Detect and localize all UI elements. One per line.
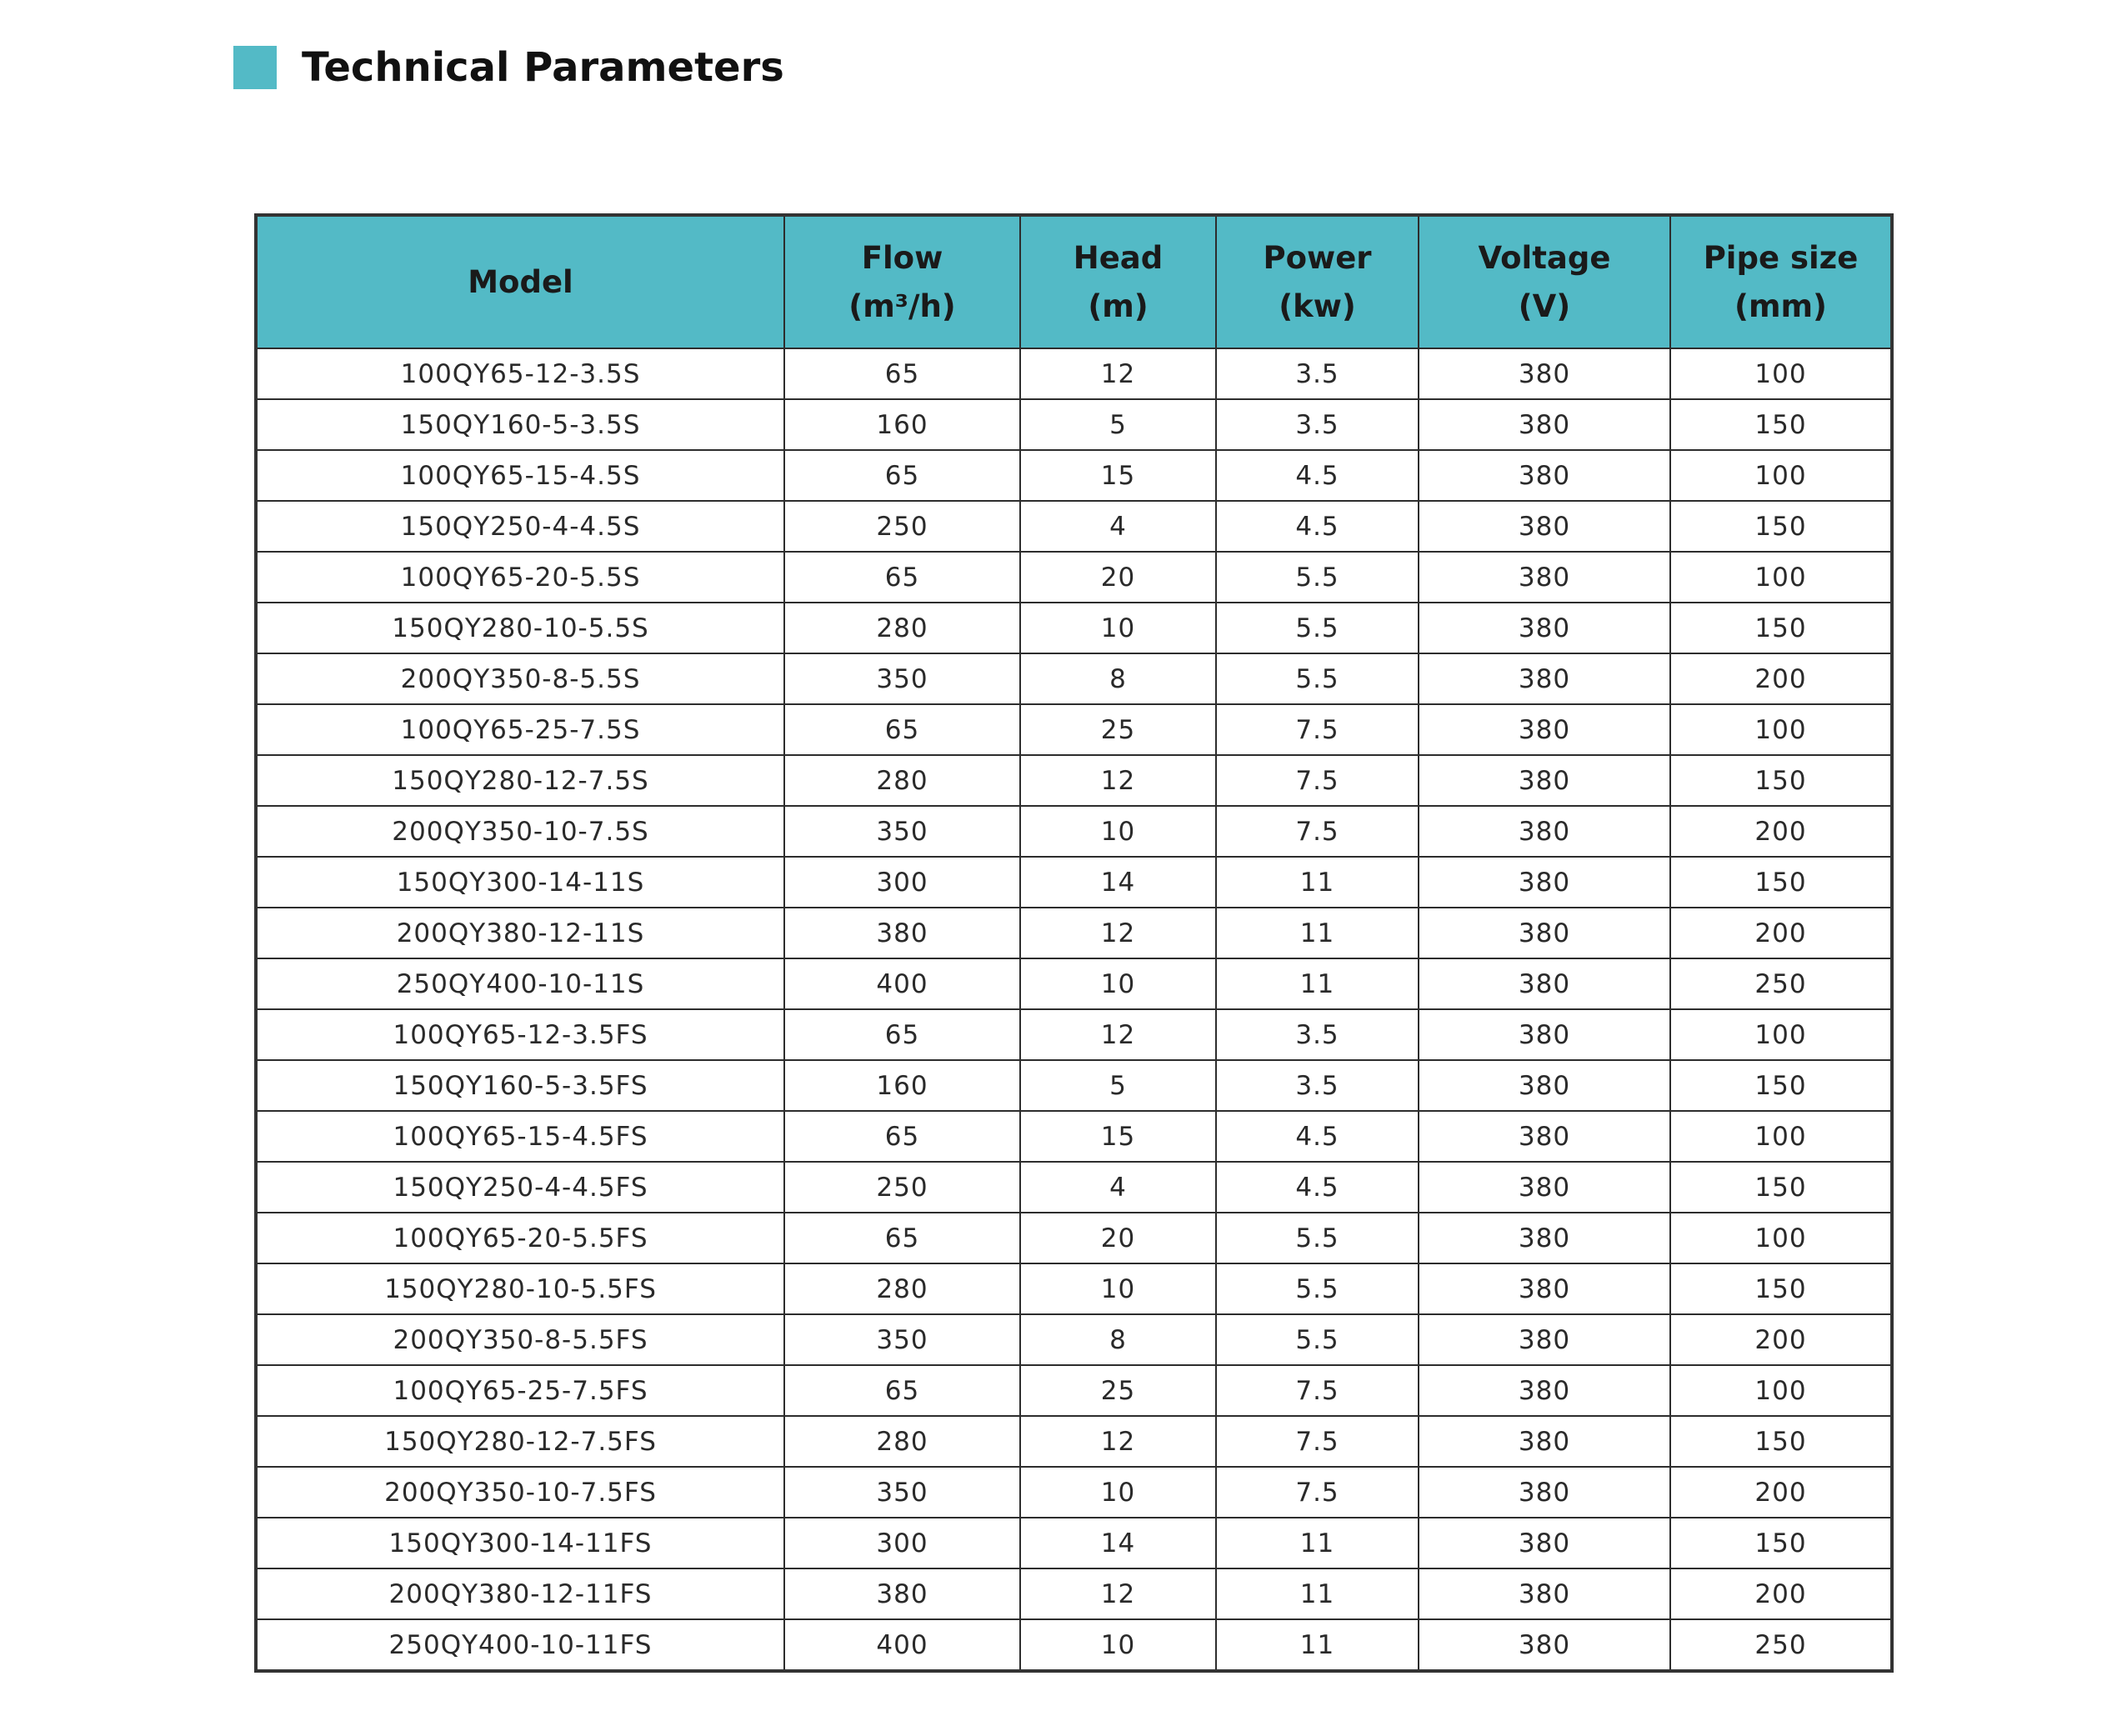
- cell-flow: 350: [784, 1314, 1020, 1365]
- cell-pipe-size: 100: [1670, 1009, 1892, 1060]
- cell-power: 11: [1216, 1518, 1419, 1568]
- cell-pipe-size: 150: [1670, 1162, 1892, 1213]
- cell-voltage: 380: [1419, 1314, 1670, 1365]
- table-row: [256, 1009, 1892, 1060]
- cell-flow: 380: [784, 908, 1020, 958]
- cell-voltage: 380: [1419, 348, 1670, 399]
- cell-pipe-size: 150: [1670, 755, 1892, 806]
- table-row: [256, 399, 1892, 450]
- table-row: [256, 1263, 1892, 1314]
- table-row: [256, 704, 1892, 755]
- cell-voltage: 380: [1419, 1365, 1670, 1416]
- cell-flow: 250: [784, 1162, 1020, 1213]
- cell-model: 100QY65-12-3.5S: [256, 348, 784, 399]
- cell-model: 150QY280-12-7.5FS: [256, 1416, 784, 1467]
- cell-pipe-size: 150: [1670, 1263, 1892, 1314]
- cell-model: 200QY380-12-11FS: [256, 1568, 784, 1619]
- table-row: [256, 501, 1892, 552]
- cell-model: 100QY65-15-4.5S: [256, 450, 784, 501]
- cell-head: 12: [1020, 348, 1216, 399]
- cell-head: 10: [1020, 603, 1216, 653]
- cell-model: 150QY250-4-4.5FS: [256, 1162, 784, 1213]
- cell-pipe-size: 250: [1670, 958, 1892, 1009]
- cell-power: 3.5: [1216, 348, 1419, 399]
- cell-power: 5.5: [1216, 1213, 1419, 1263]
- cell-voltage: 380: [1419, 603, 1670, 653]
- cell-pipe-size: 150: [1670, 603, 1892, 653]
- cell-model: 250QY400-10-11FS: [256, 1619, 784, 1671]
- cell-voltage: 380: [1419, 653, 1670, 704]
- cell-pipe-size: 150: [1670, 1518, 1892, 1568]
- cell-voltage: 380: [1419, 1518, 1670, 1568]
- cell-model: 200QY350-10-7.5S: [256, 806, 784, 857]
- cell-flow: 250: [784, 501, 1020, 552]
- table-row: [256, 1619, 1892, 1671]
- cell-pipe-size: 200: [1670, 1568, 1892, 1619]
- table-row: [256, 806, 1892, 857]
- cell-head: 14: [1020, 1518, 1216, 1568]
- cell-voltage: 380: [1419, 755, 1670, 806]
- header-voltage: [1419, 215, 1670, 348]
- table-row: [256, 603, 1892, 653]
- table-row: [256, 958, 1892, 1009]
- cell-power: 3.5: [1216, 399, 1419, 450]
- cell-pipe-size: 100: [1670, 1213, 1892, 1263]
- cell-model: 150QY300-14-11FS: [256, 1518, 784, 1568]
- cell-head: 10: [1020, 1263, 1216, 1314]
- table-row: [256, 450, 1892, 501]
- cell-power: 5.5: [1216, 1314, 1419, 1365]
- cell-flow: 280: [784, 1416, 1020, 1467]
- page-title: Technical Parameters: [302, 44, 784, 91]
- cell-voltage: 380: [1419, 450, 1670, 501]
- cell-flow: 65: [784, 1365, 1020, 1416]
- cell-voltage: 380: [1419, 1467, 1670, 1518]
- cell-pipe-size: 100: [1670, 1111, 1892, 1162]
- cell-model: 150QY280-10-5.5FS: [256, 1263, 784, 1314]
- cell-voltage: 380: [1419, 552, 1670, 603]
- cell-pipe-size: 100: [1670, 704, 1892, 755]
- cell-power: 11: [1216, 857, 1419, 908]
- cell-voltage: 380: [1419, 501, 1670, 552]
- table-body: [256, 348, 1892, 1671]
- cell-voltage: 380: [1419, 704, 1670, 755]
- header-head-label: Head: [1073, 239, 1164, 276]
- table-row: [256, 1568, 1892, 1619]
- cell-model: 250QY400-10-11S: [256, 958, 784, 1009]
- cell-flow: 65: [784, 348, 1020, 399]
- table-row: [256, 653, 1892, 704]
- cell-head: 10: [1020, 1619, 1216, 1671]
- table-row: [256, 552, 1892, 603]
- cell-flow: 300: [784, 857, 1020, 908]
- cell-head: 12: [1020, 755, 1216, 806]
- table-row: [256, 857, 1892, 908]
- table-row: [256, 755, 1892, 806]
- cell-head: 25: [1020, 704, 1216, 755]
- cell-head: 10: [1020, 806, 1216, 857]
- cell-power: 11: [1216, 908, 1419, 958]
- cell-flow: 400: [784, 1619, 1020, 1671]
- header-flow-unit: (m³/h): [848, 288, 956, 324]
- cell-head: 5: [1020, 1060, 1216, 1111]
- cell-head: 20: [1020, 552, 1216, 603]
- cell-pipe-size: 100: [1670, 450, 1892, 501]
- cell-power: 4.5: [1216, 1162, 1419, 1213]
- cell-voltage: 380: [1419, 1416, 1670, 1467]
- cell-head: 25: [1020, 1365, 1216, 1416]
- cell-head: 10: [1020, 958, 1216, 1009]
- cell-model: 150QY300-14-11S: [256, 857, 784, 908]
- cell-pipe-size: 150: [1670, 501, 1892, 552]
- cell-flow: 65: [784, 704, 1020, 755]
- cell-head: 10: [1020, 1467, 1216, 1518]
- table-row: [256, 908, 1892, 958]
- cell-pipe-size: 100: [1670, 348, 1892, 399]
- cell-model: 150QY280-10-5.5S: [256, 603, 784, 653]
- cell-flow: 65: [784, 450, 1020, 501]
- table-row: [256, 1467, 1892, 1518]
- header-head-unit: (m): [1088, 288, 1149, 324]
- cell-pipe-size: 150: [1670, 1060, 1892, 1111]
- cell-pipe-size: 150: [1670, 1416, 1892, 1467]
- table-row: [256, 1518, 1892, 1568]
- cell-power: 5.5: [1216, 603, 1419, 653]
- cell-model: 150QY160-5-3.5FS: [256, 1060, 784, 1111]
- cell-voltage: 380: [1419, 399, 1670, 450]
- cell-model: 100QY65-20-5.5FS: [256, 1213, 784, 1263]
- cell-voltage: 380: [1419, 958, 1670, 1009]
- cell-flow: 400: [784, 958, 1020, 1009]
- table-row: [256, 1416, 1892, 1467]
- header-model: [256, 215, 784, 348]
- cell-head: 20: [1020, 1213, 1216, 1263]
- header-head: [1020, 215, 1216, 348]
- cell-flow: 280: [784, 755, 1020, 806]
- cell-model: 100QY65-25-7.5FS: [256, 1365, 784, 1416]
- cell-flow: 300: [784, 1518, 1020, 1568]
- cell-flow: 350: [784, 1467, 1020, 1518]
- cell-power: 7.5: [1216, 1416, 1419, 1467]
- cell-voltage: 380: [1419, 1263, 1670, 1314]
- cell-model: 200QY350-8-5.5FS: [256, 1314, 784, 1365]
- cell-power: 7.5: [1216, 1365, 1419, 1416]
- cell-flow: 350: [784, 653, 1020, 704]
- cell-pipe-size: 250: [1670, 1619, 1892, 1671]
- cell-flow: 65: [784, 1213, 1020, 1263]
- cell-pipe-size: 150: [1670, 857, 1892, 908]
- cell-voltage: 380: [1419, 1213, 1670, 1263]
- cell-head: 8: [1020, 1314, 1216, 1365]
- cell-flow: 380: [784, 1568, 1020, 1619]
- header-power-unit: (kw): [1279, 288, 1356, 324]
- cell-model: 200QY350-8-5.5S: [256, 653, 784, 704]
- cell-flow: 65: [784, 1111, 1020, 1162]
- cell-power: 4.5: [1216, 1111, 1419, 1162]
- technical-parameters-table: [254, 213, 1894, 1673]
- cell-head: 12: [1020, 1009, 1216, 1060]
- cell-head: 12: [1020, 1416, 1216, 1467]
- cell-flow: 280: [784, 1263, 1020, 1314]
- cell-flow: 160: [784, 1060, 1020, 1111]
- table-header-row: [256, 215, 1892, 348]
- cell-voltage: 380: [1419, 1111, 1670, 1162]
- cell-power: 3.5: [1216, 1060, 1419, 1111]
- cell-head: 14: [1020, 857, 1216, 908]
- cell-power: 5.5: [1216, 653, 1419, 704]
- cell-head: 12: [1020, 1568, 1216, 1619]
- cell-power: 5.5: [1216, 1263, 1419, 1314]
- header-model-label: Model: [468, 263, 573, 300]
- cell-pipe-size: 100: [1670, 552, 1892, 603]
- table-row: [256, 1365, 1892, 1416]
- cell-pipe-size: 100: [1670, 1365, 1892, 1416]
- header-power: [1216, 215, 1419, 348]
- header-flow: [784, 215, 1020, 348]
- cell-power: 4.5: [1216, 450, 1419, 501]
- cell-model: 150QY250-4-4.5S: [256, 501, 784, 552]
- cell-model: 200QY350-10-7.5FS: [256, 1467, 784, 1518]
- cell-head: 8: [1020, 653, 1216, 704]
- table-row: [256, 1162, 1892, 1213]
- cell-model: 150QY280-12-7.5S: [256, 755, 784, 806]
- header-voltage-label: Voltage: [1478, 239, 1611, 276]
- cell-voltage: 380: [1419, 1009, 1670, 1060]
- cell-power: 7.5: [1216, 806, 1419, 857]
- cell-voltage: 380: [1419, 908, 1670, 958]
- table-row: [256, 1213, 1892, 1263]
- table-row: [256, 1060, 1892, 1111]
- header-voltage-unit: (V): [1518, 288, 1571, 324]
- cell-pipe-size: 200: [1670, 653, 1892, 704]
- cell-model: 100QY65-25-7.5S: [256, 704, 784, 755]
- cell-flow: 350: [784, 806, 1020, 857]
- header-power-label: Power: [1263, 239, 1372, 276]
- cell-flow: 280: [784, 603, 1020, 653]
- cell-model: 150QY160-5-3.5S: [256, 399, 784, 450]
- header-pipe-size-label: Pipe size: [1703, 239, 1859, 276]
- cell-voltage: 380: [1419, 1162, 1670, 1213]
- cell-head: 12: [1020, 908, 1216, 958]
- cell-pipe-size: 200: [1670, 1467, 1892, 1518]
- cell-power: 7.5: [1216, 755, 1419, 806]
- cell-power: 11: [1216, 1619, 1419, 1671]
- cell-power: 11: [1216, 1568, 1419, 1619]
- cell-flow: 65: [784, 1009, 1020, 1060]
- cell-pipe-size: 150: [1670, 399, 1892, 450]
- cell-voltage: 380: [1419, 1060, 1670, 1111]
- cell-voltage: 380: [1419, 1619, 1670, 1671]
- cell-flow: 65: [784, 552, 1020, 603]
- cell-model: 100QY65-20-5.5S: [256, 552, 784, 603]
- cell-model: 100QY65-12-3.5FS: [256, 1009, 784, 1060]
- cell-power: 11: [1216, 958, 1419, 1009]
- cell-model: 100QY65-15-4.5FS: [256, 1111, 784, 1162]
- cell-pipe-size: 200: [1670, 1314, 1892, 1365]
- header-pipe-size: [1670, 215, 1892, 348]
- cell-power: 7.5: [1216, 1467, 1419, 1518]
- cell-power: 7.5: [1216, 704, 1419, 755]
- cell-head: 5: [1020, 399, 1216, 450]
- cell-pipe-size: 200: [1670, 806, 1892, 857]
- cell-voltage: 380: [1419, 857, 1670, 908]
- cell-head: 4: [1020, 501, 1216, 552]
- cell-pipe-size: 200: [1670, 908, 1892, 958]
- cell-voltage: 380: [1419, 1568, 1670, 1619]
- cell-power: 4.5: [1216, 501, 1419, 552]
- section-marker-square: [233, 46, 277, 89]
- cell-power: 5.5: [1216, 552, 1419, 603]
- cell-head: 15: [1020, 450, 1216, 501]
- table-row: [256, 348, 1892, 399]
- section-header: [233, 44, 784, 91]
- header-flow-label: Flow: [861, 239, 943, 276]
- cell-head: 4: [1020, 1162, 1216, 1213]
- table-row: [256, 1111, 1892, 1162]
- cell-model: 200QY380-12-11S: [256, 908, 784, 958]
- cell-head: 15: [1020, 1111, 1216, 1162]
- cell-flow: 160: [784, 399, 1020, 450]
- header-pipe-size-unit: (mm): [1734, 288, 1827, 324]
- table-row: [256, 1314, 1892, 1365]
- cell-voltage: 380: [1419, 806, 1670, 857]
- cell-power: 3.5: [1216, 1009, 1419, 1060]
